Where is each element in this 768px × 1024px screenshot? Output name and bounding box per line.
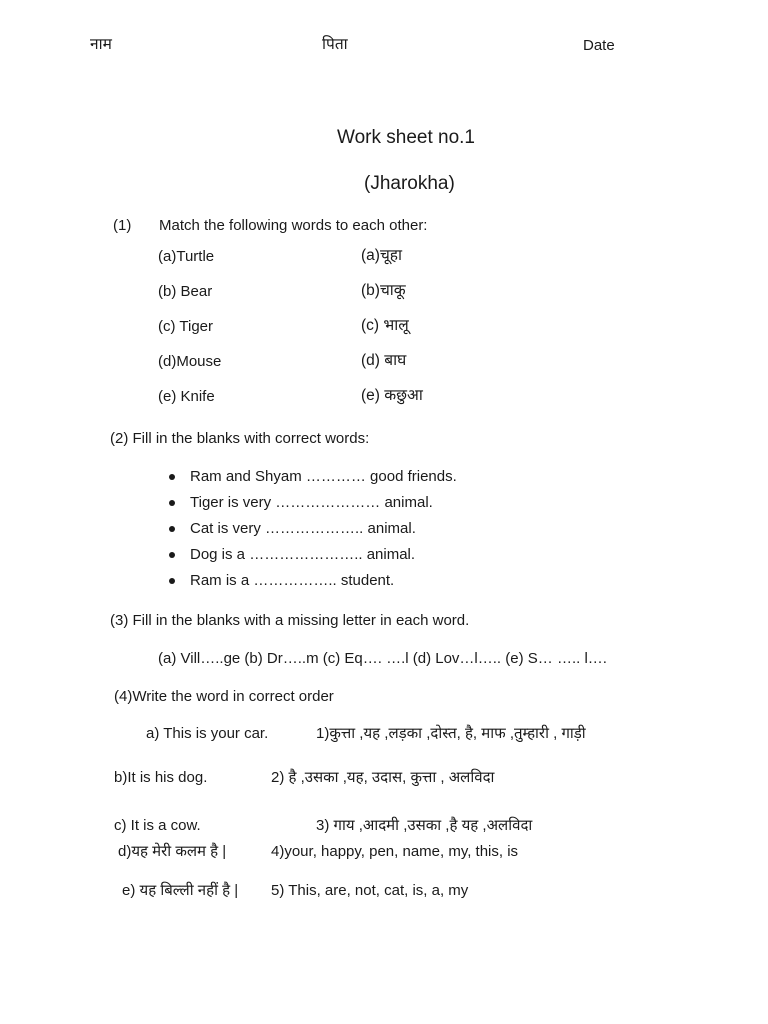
q1-english-b: (b) Bear bbox=[158, 283, 213, 300]
q4-heading: (4)Write the word in correct order bbox=[114, 688, 334, 705]
q1-number: (1) bbox=[113, 217, 132, 234]
q1-english-e: (e) Knife bbox=[158, 388, 215, 405]
date-label: Date bbox=[583, 37, 615, 54]
q1-instruction: Match the following words to each other: bbox=[159, 217, 428, 234]
q4-jumble-2: 2) है ,उसका ,यह, उदास, कुत्ता , अलविदा bbox=[271, 769, 495, 786]
q4-jumble-5: 5) This, are, not, cat, is, a, my bbox=[271, 882, 469, 899]
q1-english-d: (d)Mouse bbox=[158, 353, 222, 370]
list-item: Tiger is very ………………… animal. bbox=[168, 493, 457, 519]
q3-words: (a) Vill…..ge (b) Dr…..m (c) Eq…. ….l (d) Lov…l….. (e) S… ….. l…. bbox=[158, 650, 607, 667]
q2-heading: (2) Fill in the blanks with correct words: bbox=[110, 430, 370, 447]
q1-hindi-b: (b)चाकू bbox=[361, 282, 406, 299]
father-label: पिता bbox=[322, 36, 348, 53]
q1-hindi-e: (e) कछुआ bbox=[361, 387, 423, 404]
worksheet-title: Work sheet no.1 bbox=[337, 127, 476, 148]
list-item: Dog is a ………………….. animal. bbox=[168, 545, 457, 571]
q4-sentence-a: a) This is your car. bbox=[146, 725, 269, 742]
q1-hindi-a: (a)चूहा bbox=[361, 247, 403, 264]
q4-sentence-e: e) यह बिल्ली नहीं है | bbox=[122, 882, 239, 899]
q1-english-a: (a)Turtle bbox=[158, 248, 215, 265]
q4-jumble-3: 3) गाय ,आदमी ,उसका ,है यह ,अलविदा bbox=[316, 817, 533, 834]
q4-sentence-d: d)यह मेरी कलम है | bbox=[118, 843, 227, 860]
q1-english-c: (c) Tiger bbox=[158, 318, 214, 335]
q4-jumble-1: 1)कुत्ता ,यह ,लड़का ,दोस्त, है, माफ ,तुम्हारी , गाड़ी bbox=[316, 725, 586, 742]
name-label: नाम bbox=[90, 36, 112, 53]
list-item: Cat is very ……………….. animal. bbox=[168, 519, 457, 545]
q4-jumble-4: 4)your, happy, pen, name, my, this, is bbox=[271, 843, 519, 860]
q3-heading: (3) Fill in the blanks with a missing letter in each word. bbox=[110, 612, 470, 629]
list-item: Ram is a …………….. student. bbox=[168, 571, 457, 597]
q1-hindi-d: (d) बाघ bbox=[361, 352, 407, 369]
q2-blank-list bbox=[168, 467, 457, 597]
list-item: Ram and Shyam ………… good friends. bbox=[168, 467, 457, 493]
q4-sentence-c: c) It is a cow. bbox=[114, 817, 201, 834]
q4-sentence-b: b)It is his dog. bbox=[114, 769, 208, 786]
q1-hindi-c: (c) भालू bbox=[361, 317, 409, 334]
worksheet-subtitle: (Jharokha) bbox=[364, 173, 455, 194]
